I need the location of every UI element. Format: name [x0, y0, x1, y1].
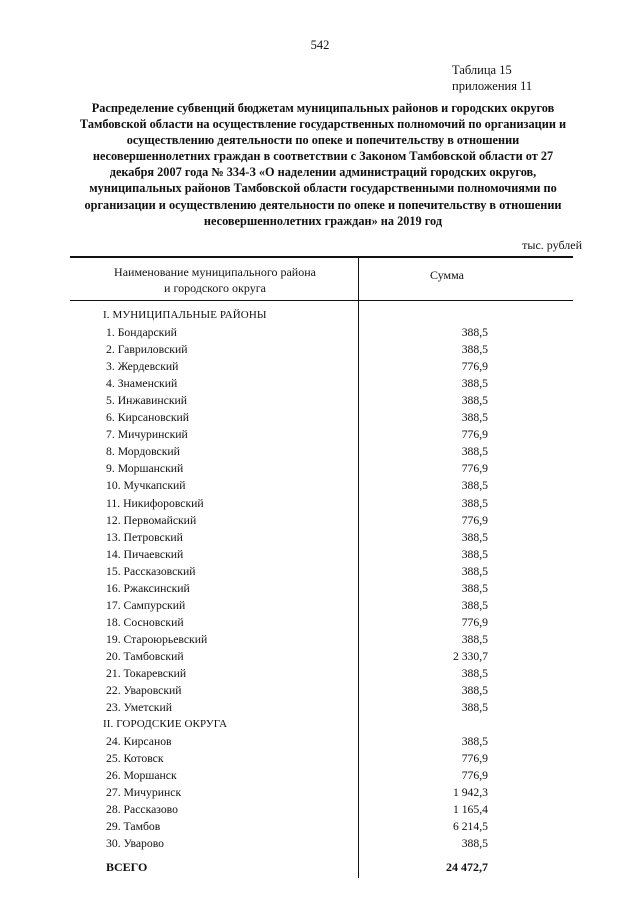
- table-reference: [452, 62, 532, 94]
- amount-value: 776,9: [461, 513, 488, 527]
- table-row: [0, 324, 640, 341]
- amount-value: 388,5: [461, 666, 488, 680]
- amount-value: 388,5: [461, 837, 488, 851]
- amount-value: 388,5: [461, 547, 488, 561]
- district-name: 25. Котовск: [106, 752, 164, 766]
- section-label: I. МУНИЦИПАЛЬНЫЕ РАЙОНЫ: [103, 309, 267, 321]
- units-label: тыс. рублей: [522, 238, 582, 252]
- table-row: [0, 801, 640, 818]
- table-row: [0, 682, 640, 699]
- district-name: 23. Уметский: [106, 701, 172, 715]
- amount-value: 776,9: [461, 462, 488, 476]
- table-row: [0, 546, 640, 563]
- amount-value: 388,5: [461, 496, 488, 510]
- amount-value: 1 942,3: [452, 786, 488, 800]
- district-name: 18. Сосновский: [106, 615, 184, 629]
- table-body: [0, 307, 640, 853]
- table-row: [0, 529, 640, 546]
- table-row: [0, 375, 640, 392]
- table-row: [0, 358, 640, 375]
- district-name: 24. Кирсанов: [106, 735, 172, 749]
- table-row: [0, 665, 640, 682]
- table-row: [0, 426, 640, 443]
- section-label: II. ГОРОДСКИЕ ОКРУГА: [103, 718, 228, 731]
- table-row: [0, 835, 640, 852]
- table-number: Таблица 15: [452, 63, 512, 77]
- table-top-border: [70, 256, 573, 258]
- column-header-name-line1: Наименование муниципального района: [114, 265, 316, 279]
- table-row: [0, 818, 640, 835]
- section-header-row: [0, 716, 640, 733]
- amount-value: 388,5: [461, 411, 488, 425]
- column-header-name-line2: и городского округа: [164, 281, 266, 295]
- page-number: 542: [310, 38, 330, 52]
- amount-value: 388,5: [461, 684, 488, 698]
- table-row: [0, 443, 640, 460]
- amount-value: 388,5: [461, 701, 488, 715]
- table-row: [0, 784, 640, 801]
- district-name: 8. Мордовский: [106, 445, 180, 459]
- district-name: 26. Моршанск: [106, 769, 177, 783]
- table-row: [0, 767, 640, 784]
- district-name: 27. Мичуринск: [106, 786, 182, 800]
- column-header-sum: Сумма: [430, 268, 464, 282]
- table-row: [0, 563, 640, 580]
- total-row: [0, 858, 640, 876]
- amount-value: 388,5: [461, 564, 488, 578]
- section-header-row: [0, 307, 640, 324]
- table-row: [0, 409, 640, 426]
- district-name: 10. Мучкапский: [106, 479, 186, 493]
- column-header-name: [90, 264, 340, 296]
- amount-value: 388,5: [461, 598, 488, 612]
- amount-value: 776,9: [461, 615, 488, 629]
- table-row: [0, 648, 640, 665]
- table-row: [0, 631, 640, 648]
- table-row: [0, 460, 640, 477]
- table-row: [0, 750, 640, 767]
- district-name: 3. Жердевский: [106, 360, 179, 374]
- district-name: 5. Инжавинский: [106, 394, 188, 408]
- amount-value: 388,5: [461, 479, 488, 493]
- district-name: 7. Мичуринский: [106, 428, 188, 442]
- district-name: 12. Первомайский: [106, 513, 197, 527]
- total-value: 24 472,7: [446, 860, 488, 874]
- amount-value: 388,5: [461, 343, 488, 357]
- amount-value: 776,9: [461, 769, 488, 783]
- table-row: [0, 392, 640, 409]
- district-name: 30. Уварово: [106, 837, 165, 851]
- district-name: 9. Моршанский: [106, 462, 184, 476]
- amount-value: 6 214,5: [452, 820, 488, 834]
- district-name: 11. Никифоровский: [106, 496, 204, 510]
- district-name: 13. Петровский: [106, 530, 183, 544]
- document-title: Распределение субвенций бюджетам муниципальных районов и городских округов Тамбовской области на осуществление государственных полномочий по организации и осуществлению деятельности по опеке и попечительству в отношении несовершеннолетних граждан в соответствии с Законом Тамбовской области от 27 декабря 2007 года № 334-З «О наделении администраций городских округов, муниципальных районов Тамбовской области государственными полномочиями по организации и осуществлению деятельности по опеке и попечительству в отношении несовершеннолетних граждан» на 2019 год: [79, 101, 567, 228]
- district-name: 15. Рассказовский: [106, 564, 196, 578]
- district-name: 16. Ржаксинский: [106, 581, 190, 595]
- table-row: [0, 580, 640, 597]
- amount-value: 388,5: [461, 394, 488, 408]
- table-row: [0, 495, 640, 512]
- amount-value: 388,5: [461, 632, 488, 646]
- district-name: 28. Рассказово: [106, 803, 178, 817]
- district-name: 21. Токаревский: [106, 666, 187, 680]
- table-row: [0, 614, 640, 631]
- amount-value: 776,9: [461, 360, 488, 374]
- district-name: 19. Староюрьевский: [106, 632, 208, 646]
- total-label: ВСЕГО: [106, 860, 148, 874]
- district-name: 29. Тамбов: [106, 820, 161, 834]
- table-row: [0, 341, 640, 358]
- amount-value: 776,9: [461, 752, 488, 766]
- amount-value: 388,5: [461, 445, 488, 459]
- district-name: 4. Знаменский: [106, 377, 178, 391]
- amount-value: 1 165,4: [452, 803, 488, 817]
- amount-value: 388,5: [461, 377, 488, 391]
- district-name: 22. Уваровский: [106, 684, 182, 698]
- table-row: [0, 699, 640, 716]
- amount-value: 388,5: [461, 581, 488, 595]
- amount-value: 388,5: [461, 326, 488, 340]
- district-name: 6. Кирсановский: [106, 411, 190, 425]
- table-row: [0, 477, 640, 494]
- amount-value: 388,5: [461, 735, 488, 749]
- district-name: 2. Гавриловский: [106, 343, 188, 357]
- amount-value: 388,5: [461, 530, 488, 544]
- district-name: 1. Бондарский: [106, 326, 177, 340]
- district-name: 20. Тамбовский: [106, 649, 184, 663]
- amount-value: 776,9: [461, 428, 488, 442]
- table-header-border: [70, 300, 573, 301]
- district-name: 17. Сампурский: [106, 598, 186, 612]
- table-row: [0, 597, 640, 614]
- district-name: 14. Пичаевский: [106, 547, 184, 561]
- appendix-number: приложения 11: [452, 79, 533, 93]
- amount-value: 2 330,7: [452, 649, 488, 663]
- table-row: [0, 512, 640, 529]
- table-row: [0, 733, 640, 750]
